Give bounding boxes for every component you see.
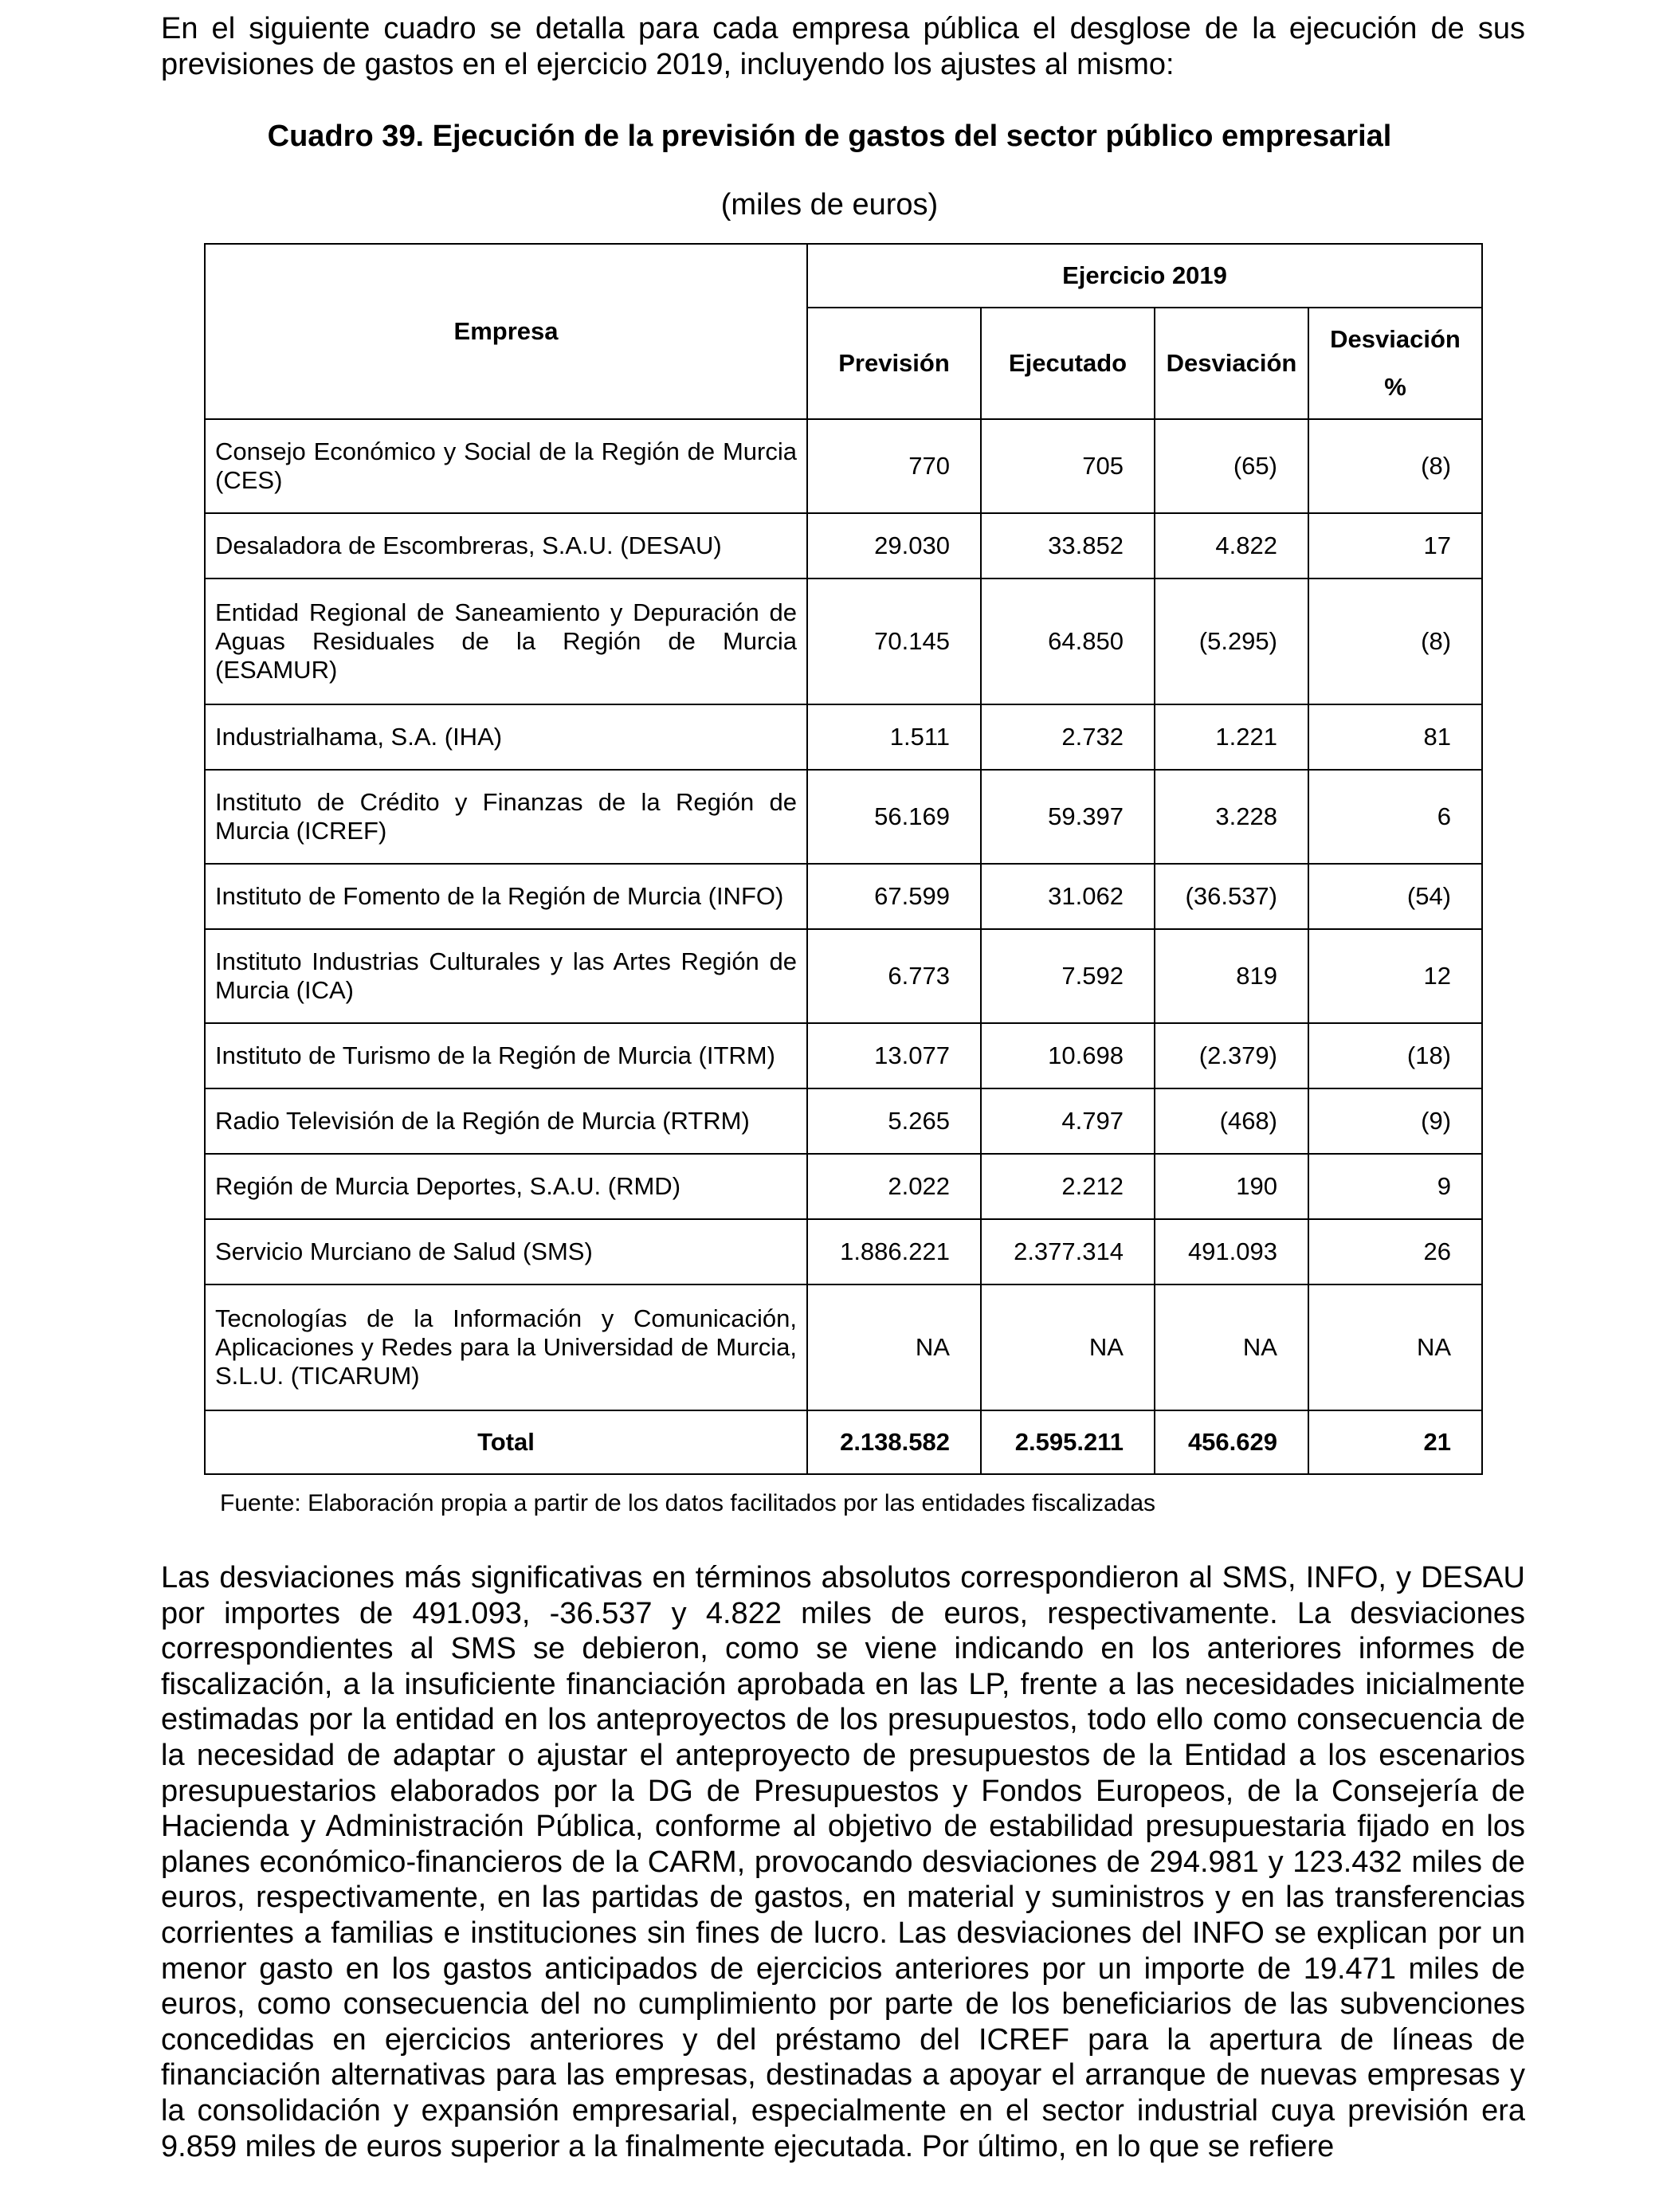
total-label: Total [205,1410,807,1474]
row-ejecutado: 705 [981,419,1155,513]
row-empresa: Consejo Económico y Social de la Región de Murcia (CES) [205,419,807,513]
source-note: Fuente: Elaboración propia a partir de los datos facilitados por las entidades fiscalizadas [220,1490,1156,1516]
header-prevision: Previsión [807,308,981,419]
row-desviacion: (468) [1155,1088,1308,1154]
row-desviacion: 819 [1155,929,1308,1023]
row-prevision: 56.169 [807,770,981,864]
header-ejercicio-2019: Ejercicio 2019 [807,244,1482,308]
row-empresa: Instituto de Fomento de la Región de Murcia (INFO) [205,864,807,929]
row-prevision: 1.886.221 [807,1219,981,1284]
header-desviacion: Desviación [1155,308,1308,419]
row-desviacion: 190 [1155,1154,1308,1219]
row-desviacion-pct: 26 [1308,1219,1482,1284]
row-ejecutado: 10.698 [981,1023,1155,1088]
row-desviacion: (36.537) [1155,864,1308,929]
table-row [205,704,1482,770]
row-empresa: Instituto Industrias Culturales y las Artes Región de Murcia (ICA) [205,929,807,1023]
row-desviacion-pct: (8) [1308,578,1482,704]
table-row [205,1023,1482,1088]
row-desviacion-pct: (54) [1308,864,1482,929]
row-desviacion-pct: 17 [1308,513,1482,578]
row-empresa: Desaladora de Escombreras, S.A.U. (DESAU) [205,513,807,578]
row-desviacion: (5.295) [1155,578,1308,704]
row-ejecutado: 59.397 [981,770,1155,864]
row-ejecutado: NA [981,1284,1155,1410]
row-ejecutado: 7.592 [981,929,1155,1023]
total-prevision: 2.138.582 [807,1410,981,1474]
table-row [205,1219,1482,1284]
row-desviacion-pct: (9) [1308,1088,1482,1154]
row-empresa: Región de Murcia Deportes, S.A.U. (RMD) [205,1154,807,1219]
row-ejecutado: 2.377.314 [981,1219,1155,1284]
table-row [205,1154,1482,1219]
row-ejecutado: 64.850 [981,578,1155,704]
row-desviacion: (65) [1155,419,1308,513]
table-row [205,513,1482,578]
total-ejecutado: 2.595.211 [981,1410,1155,1474]
row-ejecutado: 33.852 [981,513,1155,578]
header-empresa: Empresa [205,244,807,419]
total-desviacion-pct: 21 [1308,1410,1482,1474]
row-prevision: 5.265 [807,1088,981,1154]
row-desviacion: 4.822 [1155,513,1308,578]
row-desviacion-pct: 6 [1308,770,1482,864]
row-prevision: 770 [807,419,981,513]
row-prevision: 67.599 [807,864,981,929]
row-desviacion: 1.221 [1155,704,1308,770]
row-empresa: Radio Televisión de la Región de Murcia (RTRM) [205,1088,807,1154]
table-row [205,864,1482,929]
total-row [205,1410,1482,1474]
row-prevision: 13.077 [807,1023,981,1088]
row-empresa: Tecnologías de la Información y Comunicación, Aplicaciones y Redes para la Universidad de Murcia, S.L.U. (TICARUM) [205,1284,807,1410]
row-ejecutado: 2.732 [981,704,1155,770]
table-units: (miles de euros) [720,188,939,222]
header-ejecutado: Ejecutado [981,308,1155,419]
row-prevision: 70.145 [807,578,981,704]
row-desviacion-pct: NA [1308,1284,1482,1410]
row-desviacion-pct: 9 [1308,1154,1482,1219]
analysis-paragraph: Las desviaciones más significativas en términos absolutos correspondieron al SMS, INFO, y DESAU por importes de 491.093, -36.537 y 4.822 miles de euros, respectivamente. La desviaciones correspondientes al SMS se debieron, como se viene indicando en los anteriores informes de fiscalización, a la insuficiente financiación aprobada en las LP, frente a las necesidades inicialmente estimadas por la entidad en los anteproyectos de los presupuestos, todo ello como consecuencia de la necesidad de adaptar o ajustar el anteproyecto de presupuestos de la Entidad a los escenarios presupuestarios elaborados por la DG de Presupuestos y Fondos Europeos, de la Consejería de Hacienda y Administración Pública, conforme al objetivo de estabilidad presupuestaria fijado en los planes económico-financieros de la CARM, provocando desviaciones de 294.981 y 123.432 miles de euros, respectivamente, en las partidas de gastos, en material y suministros y en las transferencias corrientes a familias e instituciones sin fines de lucro. Las desviaciones del INFO se explican por un menor gasto en los gastos anticipados de ejercicios anteriores por un importe de 19.471 miles de euros, como consecuencia del no cumplimiento por parte de los beneficiarios de las subvenciones concedidas en ejercicios anteriores y del préstamo del ICREF para la apertura de líneas de financiación alternativas para las empresas, destinadas a apoyar el arranque de nuevas empresas y la consolidación y expansión empresarial, especialmente en el sector industrial cuya previsión era 9.859 miles de euros superior a la finalmente ejecutada. Por último, en lo que se refiere [161,1561,1525,2163]
row-desviacion: (2.379) [1155,1023,1308,1088]
expense-execution-table [204,243,1483,1475]
row-prevision: NA [807,1284,981,1410]
row-empresa: Instituto de Turismo de la Región de Murcia (ITRM) [205,1023,807,1088]
intro-paragraph: En el siguiente cuadro se detalla para cada empresa pública el desglose de la ejecución de sus previsiones de gastos en el ejercicio 2019, incluyendo los ajustes al mismo: [161,12,1525,81]
table-row [205,770,1482,864]
row-ejecutado: 2.212 [981,1154,1155,1219]
table-row [205,1088,1482,1154]
row-empresa: Servicio Murciano de Salud (SMS) [205,1219,807,1284]
row-desviacion: 3.228 [1155,770,1308,864]
row-desviacion-pct: 12 [1308,929,1482,1023]
row-desviacion-pct: 81 [1308,704,1482,770]
row-desviacion-pct: (8) [1308,419,1482,513]
row-desviacion: NA [1155,1284,1308,1410]
row-desviacion-pct: (18) [1308,1023,1482,1088]
row-empresa: Entidad Regional de Saneamiento y Depuración de Aguas Residuales de la Región de Murcia (ESAMUR) [205,578,807,704]
table-row [205,929,1482,1023]
row-prevision: 6.773 [807,929,981,1023]
row-desviacion: 491.093 [1155,1219,1308,1284]
row-prevision: 1.511 [807,704,981,770]
row-prevision: 2.022 [807,1154,981,1219]
total-desviacion: 456.629 [1155,1410,1308,1474]
row-empresa: Instituto de Crédito y Finanzas de la Región de Murcia (ICREF) [205,770,807,864]
table-caption: Cuadro 39. Ejecución de la previsión de gastos del sector público empresarial [267,120,1392,153]
table-row [205,578,1482,704]
row-ejecutado: 31.062 [981,864,1155,929]
row-prevision: 29.030 [807,513,981,578]
header-desviacion-pct: Desviación % [1308,308,1482,419]
row-empresa: Industrialhama, S.A. (IHA) [205,704,807,770]
row-ejecutado: 4.797 [981,1088,1155,1154]
table-row [205,1284,1482,1410]
table-row [205,419,1482,513]
